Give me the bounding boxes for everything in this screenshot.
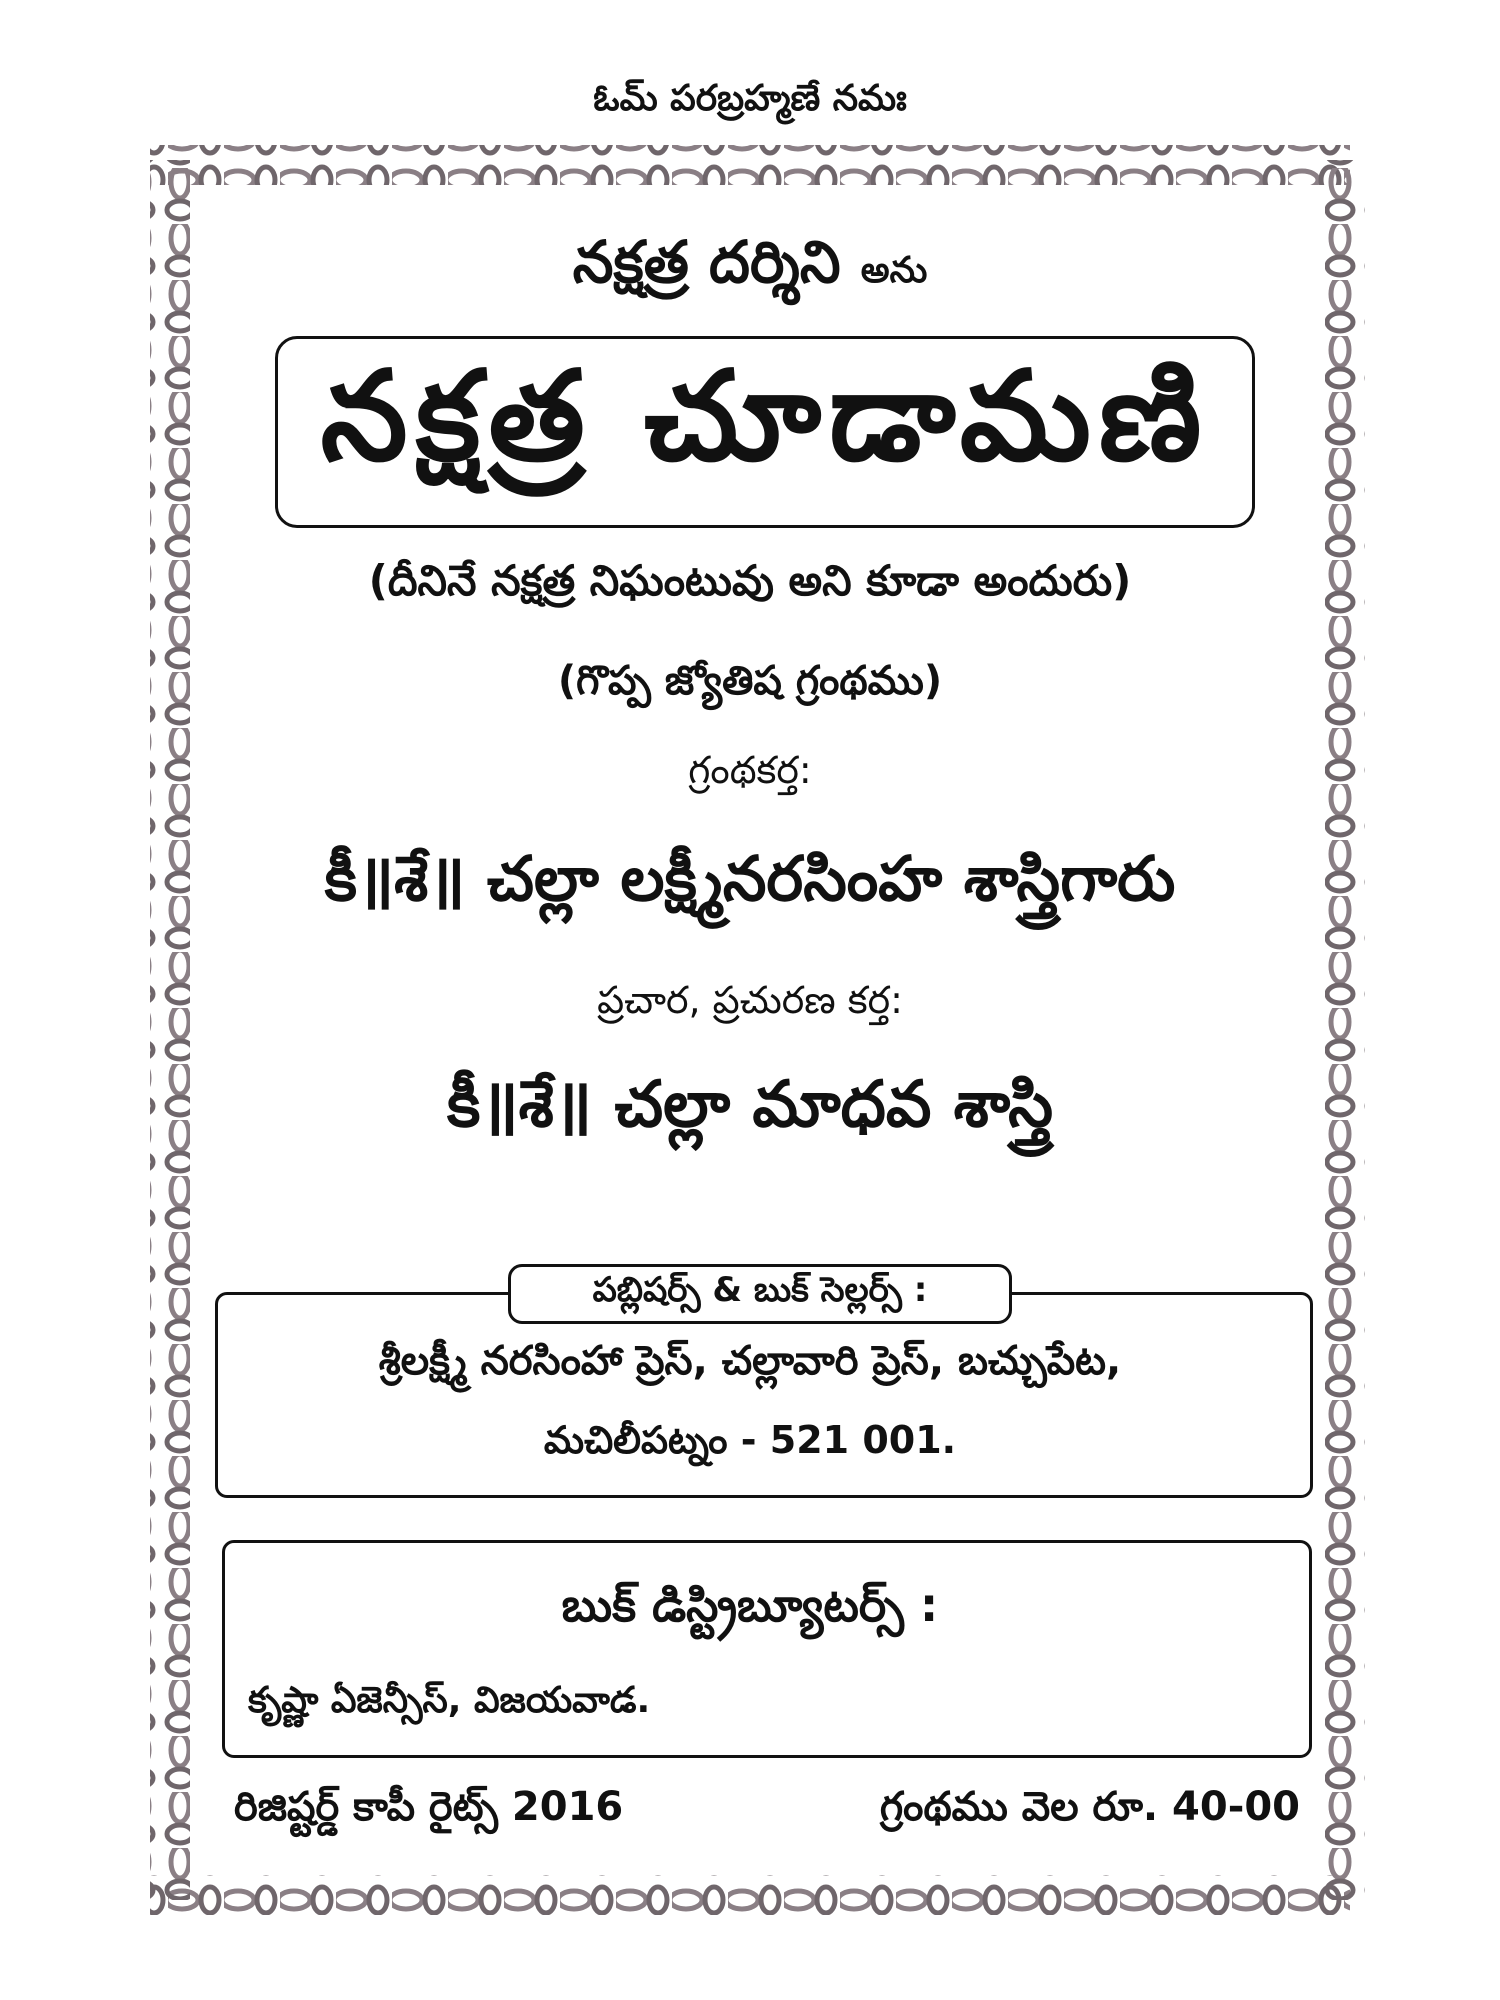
publishers-address-line1: శ్రీలక్ష్మీ నరసింహా ప్రెస్, చల్లావారి ప్రెస్, బచ్చుపేట,: [378, 1338, 1122, 1384]
subtitle-text: నక్షత్ర దర్శిని: [572, 228, 841, 296]
price-text: గ్రంథము వెల రూ. 40-00: [879, 1784, 1300, 1830]
alternate-name-text: (దీనినే నక్షత్ర నిఘంటువు అని కూడా అందురు): [368, 556, 1132, 605]
distributor-name: కృష్ణా ఏజెన్సీస్, విజయవాడ.: [248, 1680, 651, 1721]
subtitle-line: [0, 228, 1500, 311]
subtitle-suffix: అను: [860, 250, 928, 291]
invocation-text: ఓమ్ పరబ్రహ్మణే నమః: [593, 78, 907, 119]
publisher-name: కీ॥శే॥ చల్లా మాధవ శాస్త్రి: [446, 1068, 1054, 1142]
publisher-label: ప్రచార, ప్రచురణ కర్త:: [597, 978, 903, 1022]
publishers-label-tab: [508, 1264, 1012, 1324]
main-title-box: [275, 336, 1255, 528]
copyright-text: రిజిష్టర్డ్ కాపీ రైట్స్ 2016: [234, 1784, 624, 1830]
genre-text: (గొప్ప జ్యోతిష గ్రంథము): [557, 658, 943, 704]
distributors-label: బుక్ డిస్ట్రిబ్యూటర్స్ :: [561, 1578, 939, 1632]
publishers-address-line2: మచిలీపట్నం - 521 001.: [543, 1418, 957, 1462]
publishers-label: పబ్లిషర్స్ & బుక్ సెల్లర్స్ :: [592, 1270, 928, 1310]
author-label: గ్రంథకర్త:: [688, 748, 812, 792]
author-name: కీ॥శే॥ చల్లా లక్ష్మీనరసింహ శాస్త్రిగారు: [324, 842, 1176, 915]
main-title: నక్షత్ర చూడామణి: [320, 345, 1210, 489]
